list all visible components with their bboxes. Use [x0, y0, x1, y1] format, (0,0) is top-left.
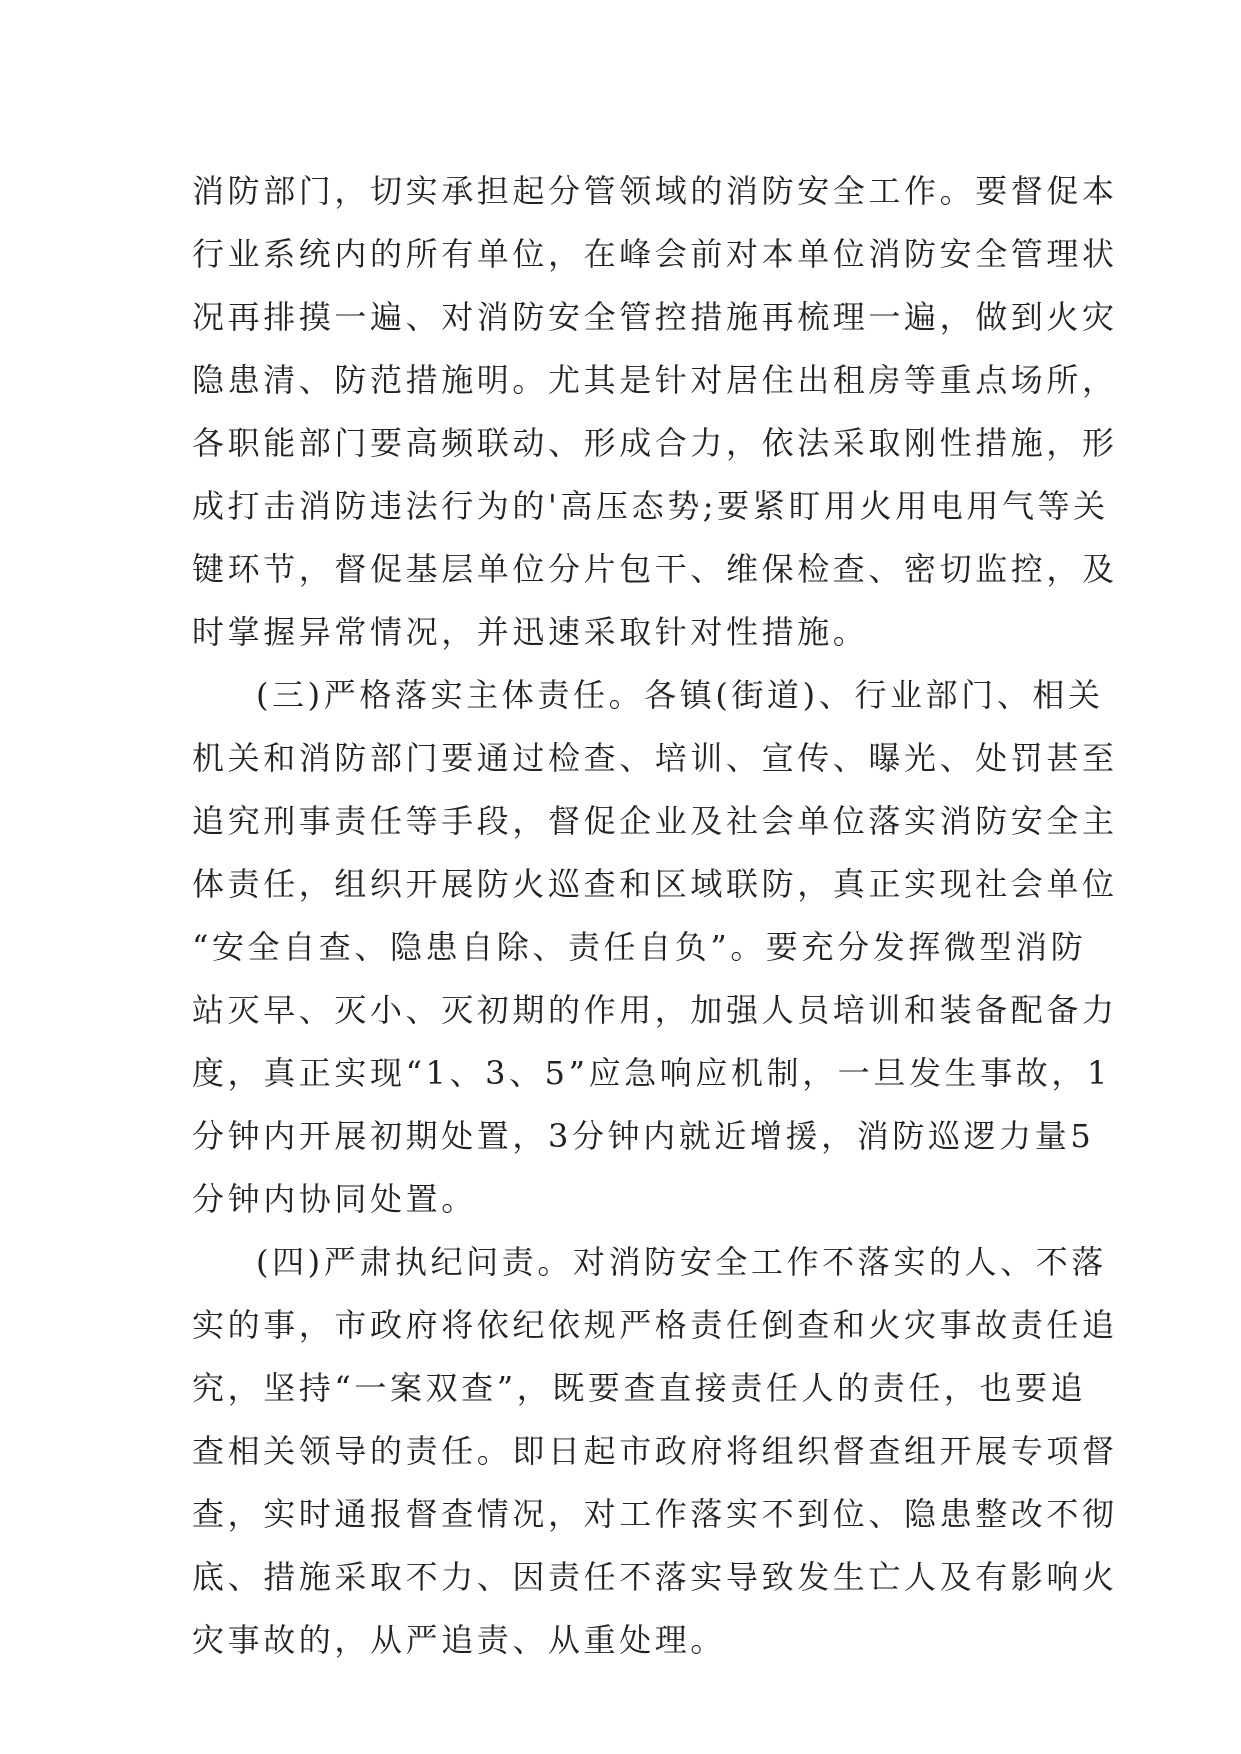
text-line: 行业系统内的所有单位，在峰会前对本单位消防安全管理状 [192, 235, 1118, 273]
text-line: “安全自查、隐患自除、责任自负”。要充分发挥微型消防 [192, 928, 1087, 966]
paragraph-fire-department-duties [192, 160, 1118, 664]
text-line: 时掌握异常情况，并迅速采取针对性措施。 [192, 613, 869, 651]
text-line: (四)严肃执纪问责。对消防安全工作不落实的人、不落 [256, 1243, 1107, 1281]
paragraph-section-three [192, 664, 1118, 1231]
text-line: 查相关领导的责任。即日起市政府将组织督查组开展专项督 [192, 1432, 1118, 1470]
text-line: 隐患清、防范措施明。尤其是针对居住出租房等重点场所， [192, 361, 1118, 399]
text-line: (三)严格落实主体责任。各镇(街道)、行业部门、相关 [256, 676, 1104, 714]
text-line: 成打击消防违法行为的'高压态势;要紧盯用火用电用气等关 [192, 487, 1109, 525]
text-line: 体责任，组织开展防火巡查和区域联防，真正实现社会单位 [192, 865, 1118, 903]
text-line: 键环节，督促基层单位分片包干、维保检查、密切监控，及 [192, 550, 1118, 588]
text-line: 况再排摸一遍、对消防安全管控措施再梳理一遍，做到火灾 [192, 298, 1118, 336]
text-line: 底、措施采取不力、因责任不落实导致发生亡人及有影响火 [192, 1558, 1118, 1596]
text-line: 灾事故的，从严追责、从重处理。 [192, 1621, 727, 1659]
text-line: 各职能部门要高频联动、形成合力，依法采取刚性措施，形 [192, 424, 1118, 462]
text-line: 站灭早、灭小、灭初期的作用，加强人员培训和装备配备力 [192, 991, 1118, 1029]
text-line: 机关和消防部门要通过检查、培训、宣传、曝光、处罚甚至 [192, 739, 1118, 777]
text-line: 消防部门，切实承担起分管领域的消防安全工作。要督促本 [192, 172, 1118, 210]
text-line: 追究刑事责任等手段，督促企业及社会单位落实消防安全主 [192, 802, 1118, 840]
text-line: 查，实时通报督查情况，对工作落实不到位、隐患整改不彻 [192, 1495, 1118, 1533]
text-line: 究，坚持“一案双查”，既要查直接责任人的责任，也要追 [192, 1369, 1087, 1407]
text-line: 分钟内协同处置。 [192, 1180, 477, 1218]
text-line: 度，真正实现“1、3、5”应急响应机制，一旦发生事故，1 [192, 1054, 1111, 1092]
text-line: 实的事，市政府将依纪依规严格责任倒查和火灾事故责任追 [192, 1306, 1118, 1344]
text-line: 分钟内开展初期处置，3分钟内就近增援，消防巡逻力量5 [192, 1117, 1095, 1155]
document-body [192, 160, 1118, 1672]
paragraph-section-four [192, 1231, 1118, 1672]
